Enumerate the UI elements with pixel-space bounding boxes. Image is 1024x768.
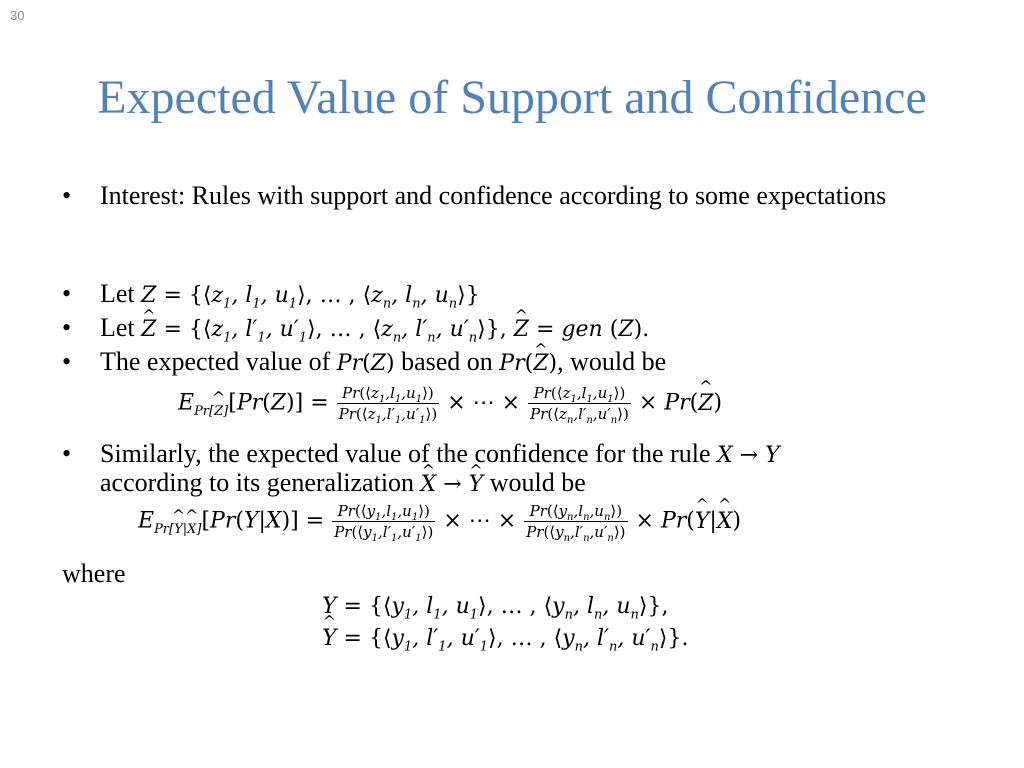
slide-number: 30 [10,8,25,23]
slide-title: Expected Value of Support and Confidence [97,71,927,124]
where-label: where [62,559,126,588]
equation-expected-support: $E_{Pr[Z]}[Pr(Z)]$ = $\frac{Pr(⟨z_1,l_1,u_1⟩)}{Pr(⟨z_1,l'_1,u'_1⟩)}$ × ⋯ × $\frac{Pr(⟨z_1,l_1,u_1⟩)}{Pr(⟨z_n,l'_n,u'_n⟩)}$ × Pr(^ Z) [178,384,722,423]
formula-zhat-definition: ^ $Z = \{⟨z_1$, $l'_1$, $u'_1⟩$, … , $⟨z_n$, $l'_n$, $u'_n⟩$}, ^ Z = gen (Z). [141,317,649,342]
formula-pr-zhat: Pr(^ Z) [499,351,557,376]
formula-pr-z: Pr(Z) [336,351,395,376]
formula-z-definition: $Z = \{⟨z_1$, $l_1$, $u_1⟩$, … , $⟨z_n$, $l_n$, $u_n⟩$} [141,283,480,312]
formula-yhat-definition: ^ $Y = \{⟨y_1$, $l'_1$, $u'_1⟩$, … , $⟨y_n$, $l'_n$, $u'_n⟩$}. [322,626,688,651]
formula-rule-x-y: X → Y [717,443,780,468]
bullet-dot: • [62,313,72,342]
let-word: Let [100,313,135,342]
similarly-line1: Similarly, the expected value of the confidence for the rule [100,439,711,468]
bullet-dot: • [62,181,72,210]
formula-rule-xhat-yhat: ^ X → ^ Y [421,472,484,497]
similarly-suffix: would be [489,468,586,497]
expected-value-middle: based on [401,347,493,376]
let-word: Let [100,279,135,308]
expected-value-suffix: , would be [557,347,667,376]
expected-value-prefix: The expected value of [100,347,331,376]
bullet-dot: • [62,439,72,468]
bullet-interest-text: Interest: Rules with support and confidence according to some expectations [100,181,887,210]
similarly-line2: according to its generalization [100,468,415,497]
bullet-dot: • [62,279,72,308]
formula-y-definition: $Y = \{⟨y_1$, $l_1$, $u_1⟩$, … , $⟨y_n$, $l_n$, $u_n⟩$}, [322,594,669,623]
bullet-dot: • [62,347,72,376]
equation-expected-confidence: $E_{Pr[Y|X]}[Pr(Y|X)]$ = $\frac{Pr(⟨y_1,l_1,u_1⟩)}{Pr(⟨y_1,l'_1,u'_1⟩)}$ × ⋯ × $\frac{Pr(⟨y_n,l_n,u_n⟩)}{Pr(⟨y_n,l'_n,u'_n⟩)}$ × Pr(^ Y|^ X) [138,502,741,541]
